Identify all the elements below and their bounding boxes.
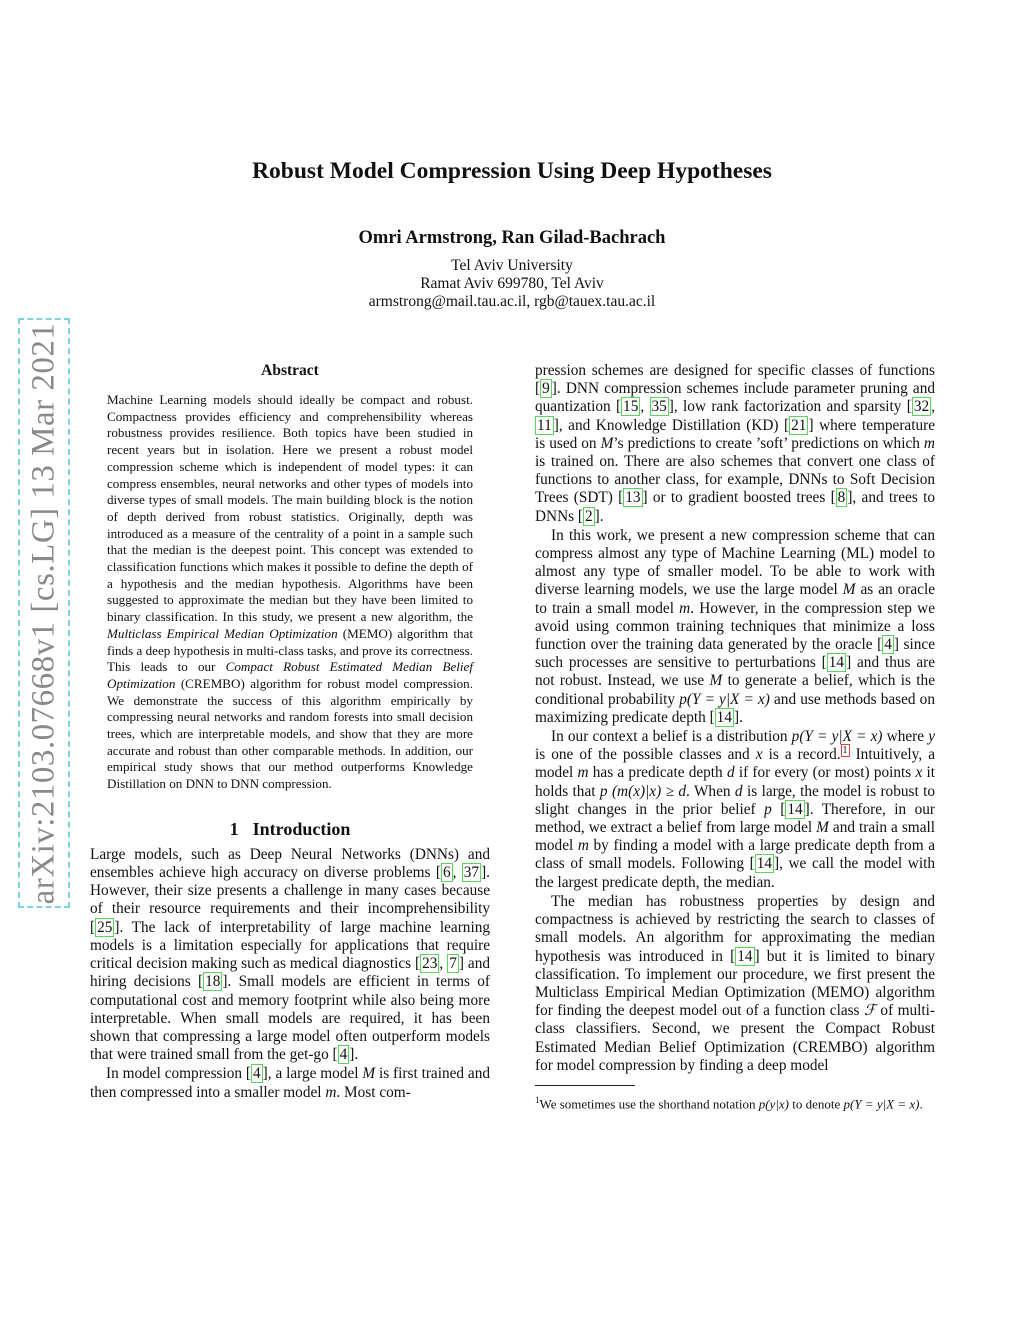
text-run: ], and Knowledge Distillation (KD) [ [553,416,790,434]
citation-link[interactable]: 14 [737,947,753,965]
intro-paragraph-5 [535,728,935,892]
section-number: 1 [229,818,239,839]
text-run: . However, in the compression step we avoid using common training techniques that minimize a loss function over the training data generated by the oracle [ [535,599,935,654]
text-run: to generate a belief, which is the conditional probability [535,672,935,708]
footnote [535,1092,935,1112]
intro-paragraph-6 [535,893,935,1075]
text-run: it holds that [535,764,936,800]
text-run: where [882,728,929,746]
math-symbol: m [325,1083,337,1101]
text-run: Large models, such as Deep Neural Networks (DNNs) and ensembles achieve high accuracy on diverse problems [ [90,845,490,882]
text-run: [ [771,800,786,818]
text-run: has a predicate depth [588,764,727,782]
text-run: and use methods based on maximizing predicate depth [ [535,690,935,726]
text-run: . Most com- [336,1083,411,1101]
citation-link[interactable]: 25 [97,918,113,936]
math-symbol: m [679,599,691,617]
math-symbol: p [764,800,772,818]
abstract-heading: Abstract [261,362,319,379]
citation-link[interactable]: 15 [623,398,639,416]
math-symbol: ℱ [863,1002,876,1020]
text-run: as an oracle to train a small model [535,581,935,617]
math-symbol: M [842,581,856,599]
text-run: by finding a model with a large predicate depth from a class of small models. Following [ [535,837,935,873]
citation-link[interactable]: 7 [449,955,457,973]
text-run: In this work, we present a new compression scheme that can compress almost any type of Machine Learning (ML) model to almost any type of smaller model. To be able to work with diverse learning models, we use the large model [535,526,935,599]
section-heading-introduction [90,819,490,840]
citation-link[interactable]: 32 [913,398,930,416]
memo-name: Multiclass Empirical Median Optimization [107,625,338,641]
text-run: is large, the model is robust to slight changes in the prior belief [535,782,935,818]
text-run: and train a small model [535,819,935,855]
text-run: is first trained and then compressed into a smaller model [90,1065,490,1101]
text-run: ], a large model [262,1065,363,1083]
abstract-text-1: Machine Learning models should ideally be compact and robust. Compactness provides efficiency and comprehensibility whereas robustness provides resilience. Both topics have been studied in recent years but in isolation. Here we present a robust model compression scheme which is independent of model types: it can compress ensembles, neural networks and other types of models into diverse types of small models. The main building block is the notion of depth derived from robust statistics. Originally, depth was introduced as a measure of the centrality of a point in a sample such that the median is the deepest point. This concept was extended to classification functions which makes it possible to define the depth of a hypothesis and the median hypothesis. Algorithms have been suggested to approximate the median but they have been limited to binary classification. In this study, we present a new algorithm, the [107,392,473,625]
intro-paragraph-2 [90,1065,490,1101]
text-run: of multi-class classifiers. Second, we present the Compact Robust Estimated Median Belief Optimization (CREMBO) algorithm for model compression by finding a deep model [535,1002,935,1074]
citation-link[interactable]: 21 [791,416,807,434]
math-symbol: m [923,434,935,452]
text-run: ’s predictions to create ’soft’ predictions on which [613,434,924,452]
text-run: ], we call the model with the largest predicate depth, the median. [535,855,935,891]
text-run: ] and thus are not robust. Instead, we use [535,654,936,690]
affiliation-university: Tel Aviv University [451,257,573,274]
text-run: ]. [594,507,604,525]
text-run: ] or to gradient boosted trees [ [642,489,836,507]
citation-link[interactable]: 11 [537,416,552,434]
intro-paragraph-3 [535,362,935,526]
text-run: In model compression [ [106,1065,251,1083]
text-run: if for every (or most) points [734,764,916,782]
math-expression: p(y|x) [758,1096,789,1112]
text-run: . [919,1096,923,1112]
section-title: Introduction [252,818,351,839]
citation-link[interactable]: 35 [651,398,667,416]
arxiv-identifier-stamp [18,318,70,908]
text-run: ]. Therefore, in our method, we extract a belief from large model [535,800,935,837]
text-run: . When [686,782,735,800]
citation-link[interactable]: 2 [585,507,593,525]
math-symbol: M [362,1065,376,1083]
citation-link[interactable]: 8 [837,489,846,507]
citation-link[interactable]: 23 [422,955,438,973]
math-symbol: y [928,728,935,746]
text-run: ] but it is limited to binary classification. To implement our procedure, we first present the Multiclass Empirical Median Optimization (MEMO) algorithm for finding the deepest model out of a function class [535,947,935,1020]
text-run: ]. DNN compression schemes include parameter pruning and quantization [ [535,380,935,416]
intro-paragraph-1 [90,846,490,1064]
text-run: , [439,955,448,973]
text-run: ]. The lack of interpretability of large machine learning models is a limitation especially for applications that require critical decision making such as medical diagnostics [ [90,918,490,973]
text-run: ]. Small models are efficient in terms of computational cost and memory footprint while also being more interpretable. When small models are required, it has been shown that compressing a large model often outperform models that were trained small from the get-go [ [90,973,490,1064]
citation-link[interactable]: 6 [442,864,451,882]
text-run: is one of the possible classes and [535,746,756,764]
citation-link[interactable]: 4 [339,1046,348,1064]
text-run: ] since such processes are sensitive to perturbations [ [535,636,935,672]
citation-link[interactable]: 14 [756,855,772,873]
footnote-divider [535,1085,635,1086]
math-symbol: M [709,672,723,690]
abstract-body [107,392,473,793]
footnote-link[interactable]: 1 [842,745,848,757]
abstract-text-2: (MEMO) algorithm that finds a deep hypothesis in multi-class tasks, and prove its correctness. This leads to our [107,625,473,675]
math-symbol: m [577,837,589,855]
math-symbol: x [755,746,763,764]
text-run: The median has robustness properties by design and compactness is achieved by restricting the search to classes of small models. An algorithm for approximating the median hypothesis was introduced in [ [535,892,935,965]
text-run: ] where temperature is used on [535,416,936,452]
citation-link[interactable]: 18 [205,973,221,991]
text-run: Intuitively, a model [535,746,935,782]
text-run: ]. [349,1046,359,1064]
text-run: pression schemes are designed for specific classes of functions [ [535,362,935,398]
math-symbol: d [734,782,743,800]
text-run: In our context a belief is a distribution [551,728,792,746]
citation-link[interactable]: 9 [542,380,550,398]
right-column [535,362,935,1112]
citation-link[interactable]: 37 [463,864,480,882]
text-run: is a record. [762,746,841,764]
citation-link[interactable]: 14 [787,800,803,818]
footnote-mark: 1 [535,1094,540,1105]
text-run: We sometimes use the shorthand notation [539,1096,759,1112]
text-run: ] and hiring decisions [ [90,955,490,991]
citation-link[interactable]: 13 [625,489,641,507]
math-expression: p(Y = y|X = x) [679,690,770,708]
math-expression: p (m(x)|x) ≥ d [599,782,687,800]
paper-authors: Omri Armstrong, Ran Gilad-Bachrach [358,228,666,248]
text-run: , [931,398,936,416]
paper-title: Robust Model Compression Using Deep Hypotheses [252,158,772,184]
math-symbol: M [600,434,614,452]
text-run: is trained on. There are also schemes that convert one class of functions to another class, for example, DNNs to Soft Decision Trees (SDT) [ [535,453,935,507]
affiliation-emails: armstrong@mail.tau.ac.il, rgb@tauex.tau.ac.il [368,293,656,310]
text-run: ], and trees to DNNs [ [535,489,935,525]
math-symbol: x [915,764,923,782]
text-run: ]. [733,708,743,726]
abstract-text-3: (CREMBO) algorithm for robust model compression. We demonstrate the success of this algorithm empirically by compressing neural networks and random forests into small decision trees, which are interpretable models, and show that they are more accurate and robust than other comparable methods. In addition, our empirical study shows that our method outperforms Knowledge Distillation on DNN to DNN compression. [107,675,473,792]
citation-link[interactable]: 14 [716,708,732,726]
arxiv-identifier-text: arXiv:2103.07668v1 [cs.LG] 13 Mar 2021 [25,322,62,904]
math-expression: p(Y = y|X = x) [843,1096,920,1112]
intro-paragraph-4 [535,527,935,727]
text-run: ]. However, their size presents a challenge in many cases because of their resource requirements and their incomprehensibility [ [90,864,490,936]
citation-link[interactable]: 4 [884,636,892,654]
math-symbol: M [816,819,829,837]
citation-link[interactable]: 14 [828,654,845,672]
math-expression: p(Y = y|X = x) [791,728,883,746]
text-run: , [452,864,462,882]
text-run: , [640,398,650,416]
math-symbol: m [577,764,589,782]
affiliation-address: Ramat Aviv 699780, Tel Aviv [420,275,604,292]
text-run: ], low rank factorization and sparsity [ [668,398,912,416]
citation-link[interactable]: 4 [253,1065,261,1083]
crembo-name: Compact Robust Estimated Median Belief Optimization [107,659,473,691]
math-symbol: d [726,764,735,782]
text-run: to denote [788,1096,844,1112]
left-column [90,362,490,1102]
